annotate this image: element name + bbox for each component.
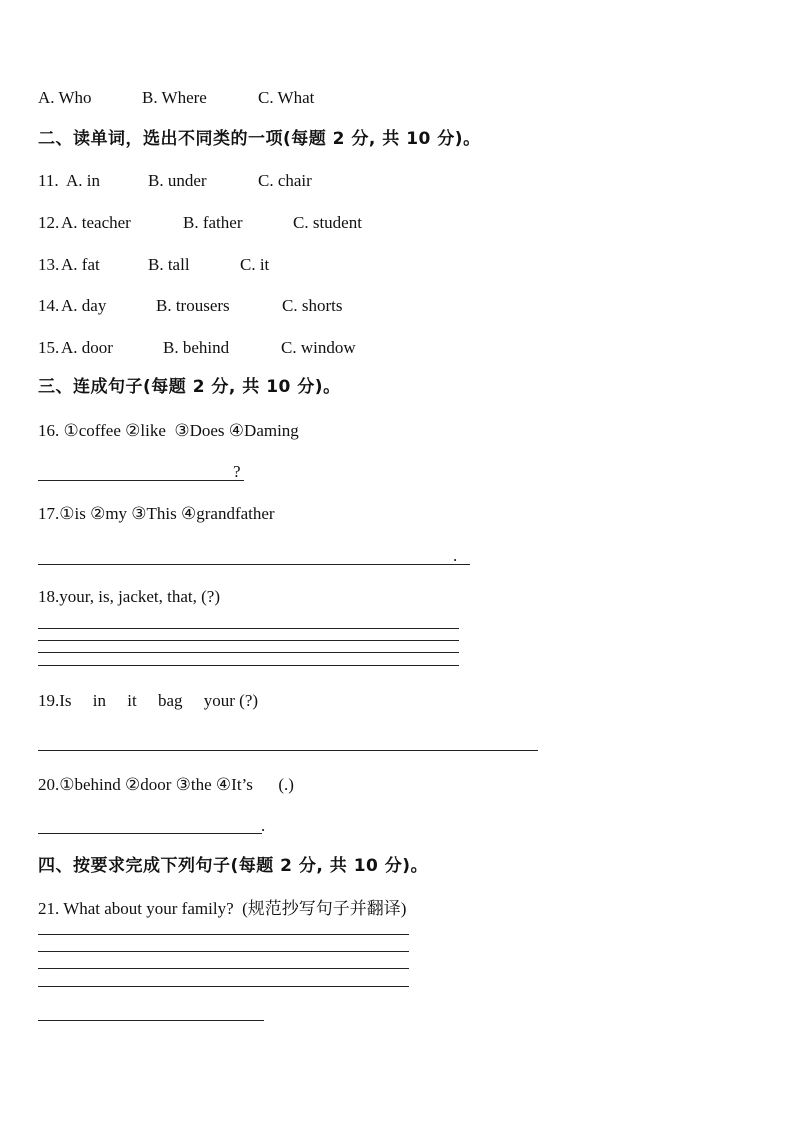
q21-writing-line-3[interactable] [38,968,409,969]
q20-answer-line[interactable] [38,833,262,834]
q18-writing-line-4[interactable] [38,665,459,666]
q11-number: 11. [38,171,59,190]
q13-option-c: C. it [240,255,270,274]
q18-writing-line-3[interactable] [38,652,459,653]
q12-option-b: B. father [183,213,243,232]
q18-writing-line-1[interactable] [38,628,459,629]
section3-title: 三、连成句子(每题 2 分, 共 10 分)。 [38,377,341,397]
section2-title: 二、读单词，选出不同类的一项(每题 2 分, 共 10 分)。 [38,129,481,149]
q21-prompt: 21. What about your family? (规范抄写句子并翻译) [38,899,407,918]
q10-option-b: B. Where [142,88,207,107]
q14-number: 14. [38,296,60,315]
q16-prompt: 16. ①coffee ②like ③Does ④Daming [38,421,299,440]
q17-prompt: 17.①is ②my ③This ④grandfather [38,504,275,523]
q20-end-mark: . [261,816,266,835]
q21-writing-line-2[interactable] [38,951,409,952]
q16-end-mark: ? [233,462,241,481]
q19-answer-line[interactable] [38,750,538,751]
q21-writing-line-1[interactable] [38,934,409,935]
q13-option-b: B. tall [148,255,190,274]
q17-end-mark: . [453,546,458,565]
q17-answer-line[interactable] [38,564,470,565]
q11-option-c: C. chair [258,171,312,190]
q16-answer-line[interactable] [38,480,244,481]
section4-title: 四、按要求完成下列句子(每题 2 分, 共 10 分)。 [38,856,429,876]
q11-option-b: B. under [148,171,207,190]
q14-option-a: A. day [61,296,107,315]
q18-writing-line-2[interactable] [38,640,459,641]
q12-number: 12. [38,213,60,232]
q12-option-c: C. student [293,213,362,232]
q11-option-a: A. in [66,171,100,190]
q13-number: 13. [38,255,60,274]
q13-option-a: A. fat [61,255,100,274]
q15-number: 15. [38,338,60,357]
q18-prompt: 18.your, is, jacket, that, (?) [38,587,221,606]
q10-option-c: C. What [258,88,315,107]
q14-option-b: B. trousers [156,296,230,315]
q15-option-b: B. behind [163,338,230,357]
q14-option-c: C. shorts [282,296,343,315]
q10-option-a: A. Who [38,88,92,107]
q21-writing-line-4[interactable] [38,986,409,987]
q21-translation-line[interactable] [38,1020,264,1021]
q19-prompt: 19.Is in it bag your (?) [38,691,259,710]
q20-prompt: 20.①behind ②door ③the ④It’s (.) [38,775,294,794]
q12-option-a: A. teacher [61,213,131,232]
q15-option-a: A. door [61,338,113,357]
q15-option-c: C. window [281,338,356,357]
